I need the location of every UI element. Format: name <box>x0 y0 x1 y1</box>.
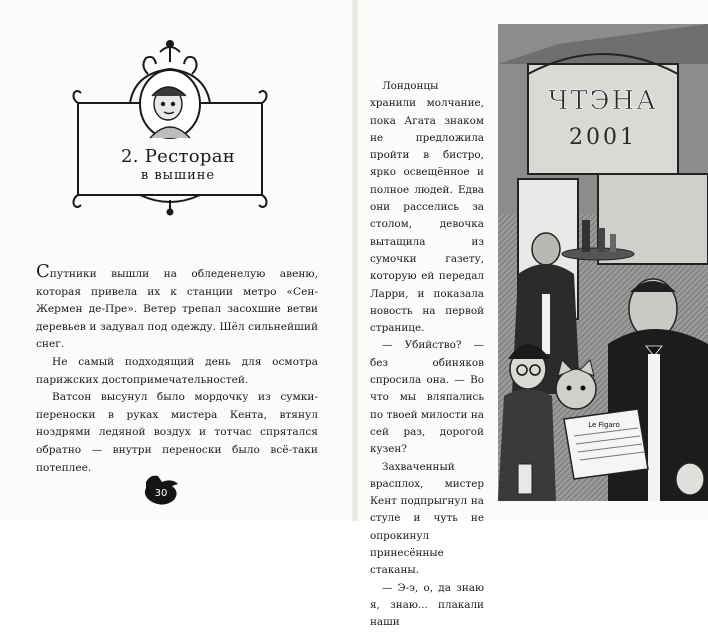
right-paragraph: Лондонцы хранили молчание, пока Агата знаком не предложила пройти в бистро, ярко освещённое и полное людей. Едва они расселись за столом, девочка вытащила из сумочки газету, которую ей передал Ларри, и показала новость на первой странице. <box>370 80 484 335</box>
bistro-sign-year: 2001 <box>569 125 637 150</box>
left-paragraph: Спутники вышли на обледенелую авеню, которая привела их к станции метро «Сен-Жермен де-Пре». Ветер трепал засохшие ветви деревьев и задувал под одежду. Шёл сильнейший снег. <box>36 261 318 351</box>
right-paragraph: Захваченный врасплох, мистер Кент подпрыгнул на стуле и чуть не опрокинул принесённые стаканы. <box>370 460 484 577</box>
chapter-subtitle: в вышине <box>140 168 216 183</box>
newspaper-title: Le Figaro <box>588 421 620 429</box>
right-paragraph: — Убийство? — без обиняков спросила она. — Во что мы вляпались по твоей милости на сей раз, дорогой кузен? <box>370 339 484 456</box>
chapter-title: 2. Ресторан <box>120 146 236 167</box>
right-page-body <box>370 78 484 632</box>
bistro-sign-text: ЧТЭНА <box>548 86 658 116</box>
left-paragraph: Ватсон высунул было мордочку из сумки-переноски в руках мистера Кента, втянул ноздрями ледяной воздух и тотчас спрятался обратно — внутри переноски было всё-таки потеплее. <box>36 391 318 474</box>
right-paragraph: — Э-э, о, да знаю я, знаю... плакали наши <box>370 581 484 629</box>
page-number: 30 <box>154 488 168 499</box>
left-paragraph: Не самый подходящий день для осмотра парижских достопримечательностей. <box>36 355 318 386</box>
bistro-illustration <box>498 24 708 501</box>
left-page-body <box>36 261 318 477</box>
drop-cap: С <box>36 261 50 282</box>
